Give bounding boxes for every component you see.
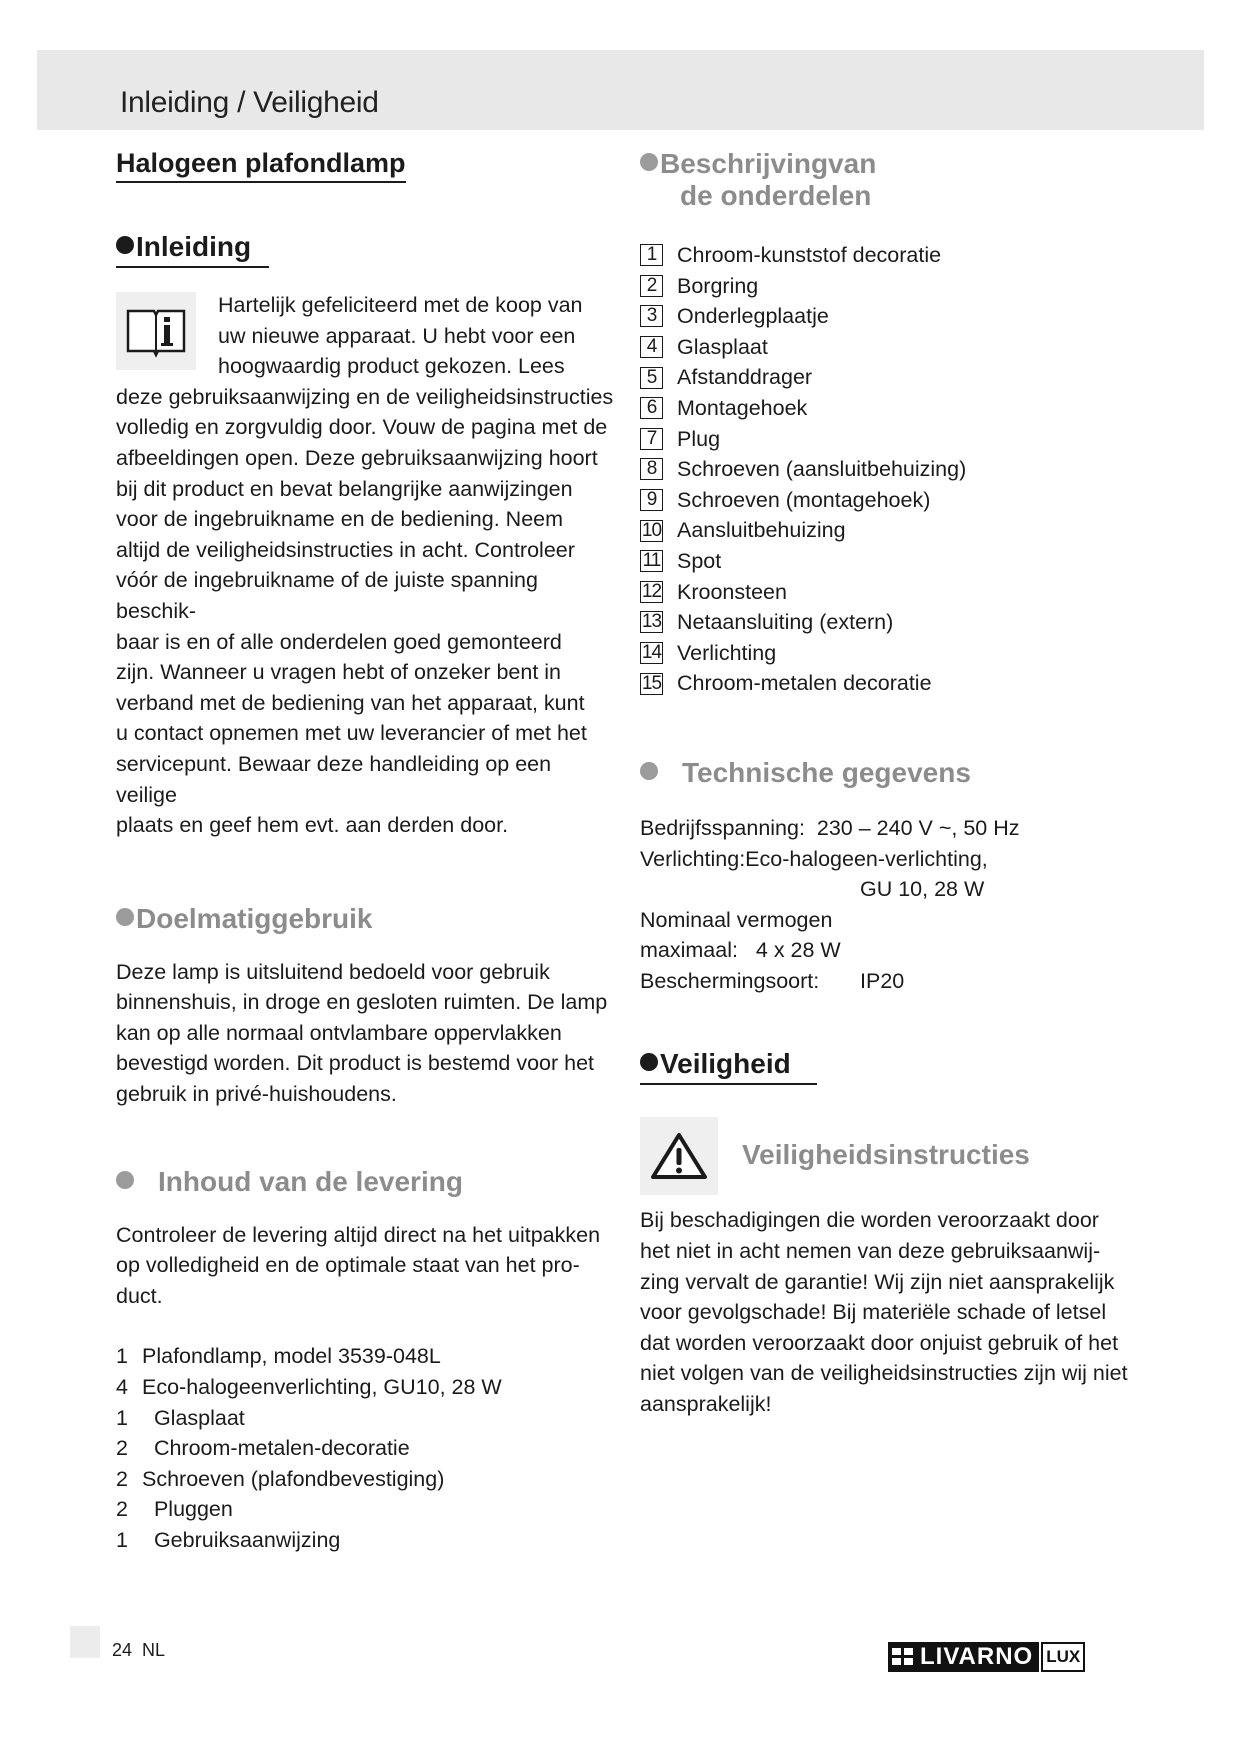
info-book-icon bbox=[116, 292, 196, 370]
text-line: het niet in acht nemen van deze gebruiksaanwij- bbox=[640, 1239, 1101, 1264]
text-line: voor de ingebruikname en de bediening. Neem bbox=[116, 507, 564, 532]
text-line: afbeeldingen open. Deze gebruiksaanwijzing hoort bbox=[116, 445, 598, 470]
text-line: servicepunt. Bewaar deze handleiding op een veilige bbox=[116, 751, 552, 807]
list-item: 14 Verlichting bbox=[641, 640, 777, 665]
delivery-list bbox=[116, 1341, 616, 1555]
warning-triangle-icon bbox=[640, 1117, 718, 1195]
text-line: vóór de ingebruikname of de juiste spanning beschik- bbox=[116, 568, 538, 623]
text-line: u contact opnemen met uw leverancier of met het bbox=[116, 721, 587, 746]
list-item: 5 Afstanddrager bbox=[640, 362, 1160, 393]
heading-technisch: Technische gegevens bbox=[640, 757, 1160, 789]
list-item: 6 Montagehoek bbox=[640, 393, 1160, 424]
text-line: aansprakelijk! bbox=[640, 1392, 772, 1417]
brand-logo bbox=[888, 1642, 1085, 1672]
list-item: 8 Schroeven (aansluitbehuizing) bbox=[640, 454, 1160, 485]
bullet-icon bbox=[116, 908, 134, 926]
text-line: Hartelijk gefeliciteerd met de koop van bbox=[218, 293, 583, 317]
heading-veiligheid: Veiligheid bbox=[640, 1048, 817, 1085]
left-column bbox=[116, 148, 616, 1556]
spec-line: Beschermingsoort: IP20 bbox=[640, 968, 905, 993]
logo-lux-text: LUX bbox=[1041, 1642, 1085, 1672]
text-line: zing vervalt de garantie! Wij zijn niet aansprakelijk bbox=[640, 1269, 1115, 1294]
section-veiligheid bbox=[640, 1048, 1160, 1419]
bullet-icon bbox=[640, 1053, 658, 1071]
spec-line: GU 10, 28 W bbox=[860, 877, 985, 902]
heading-inleiding: Inleiding bbox=[116, 231, 269, 268]
text-line: deze gebruiksaanwijzing en de veiligheidsinstructies bbox=[116, 384, 614, 409]
text-line: kan op alle normaal ontvlambare oppervlakken bbox=[116, 1020, 562, 1045]
spec-line: Bedrijfsspanning: 230 – 240 V ~, 50 Hz bbox=[640, 815, 1020, 840]
list-item: 4 Eco-halogeenverlichting, GU10, 28 W bbox=[116, 1375, 502, 1400]
footer-tab bbox=[70, 1626, 100, 1658]
heading-beschrijving: Beschrijvingvan de onderdelen bbox=[640, 148, 1160, 212]
text-line: altijd de veiligheidsinstructies in acht. Controleer bbox=[116, 537, 575, 562]
list-item: 2 Pluggen bbox=[116, 1497, 233, 1522]
section-beschrijving bbox=[640, 148, 1160, 699]
inleiding-text bbox=[116, 290, 616, 841]
text-line: bevestigd worden. Dit product is bestemd voor het bbox=[116, 1051, 595, 1076]
list-item: 2 Chroom-metalen-decoratie bbox=[116, 1436, 410, 1461]
section-levering bbox=[116, 1166, 616, 1556]
text-line: hoogwaardig product gekozen. Lees bbox=[218, 354, 565, 379]
list-item: 3 Onderlegplaatje bbox=[640, 301, 1160, 332]
list-item: 1 Chroom-kunststof decoratie bbox=[640, 240, 1160, 271]
text-line: uw nieuwe apparaat. U hebt voor een bbox=[218, 323, 576, 348]
spec-line: Verlichting:Eco-halogeen-verlichting, bbox=[640, 846, 988, 871]
section-doelmatig bbox=[116, 903, 616, 1110]
right-column bbox=[640, 148, 1160, 1420]
document-title: Halogeen plafondlamp bbox=[116, 148, 406, 183]
heading-levering: Inhoud van de levering bbox=[116, 1166, 616, 1198]
text-line: Bij beschadigingen die worden veroorzaakt door bbox=[640, 1208, 1099, 1233]
bullet-icon bbox=[640, 153, 658, 171]
list-item: 4 Glasplaat bbox=[640, 332, 1160, 363]
text-line: op volledigheid en de optimale staat van het pro- bbox=[116, 1253, 580, 1278]
text-line: binnenshuis, in droge en gesloten ruimten. De lamp bbox=[116, 990, 608, 1015]
text-line: niet volgen van de veiligheidsinstructies zijn wij niet bbox=[640, 1361, 1128, 1386]
text-line: dat worden veroorzaakt door onjuist gebruik of het bbox=[640, 1330, 1119, 1355]
text-line: verband met de bediening van het apparaat, kunt bbox=[116, 690, 585, 715]
list-item: 1 Gebruiksaanwijzing bbox=[116, 1528, 341, 1552]
list-item: 2 Schroeven (plafondbevestiging) bbox=[116, 1466, 445, 1491]
text-line: zijn. Wanneer u vragen hebt of onzeker bent in bbox=[116, 660, 562, 685]
list-item: 1 Plafondlamp, model 3539-048L bbox=[116, 1344, 441, 1369]
text-line: gebruik in privé-huishoudens. bbox=[116, 1082, 397, 1107]
safety-subheader bbox=[640, 1117, 1160, 1195]
list-item: 7 Plug bbox=[640, 424, 1160, 455]
text-line: voor gevolgschade! Bij materiële schade of letsel bbox=[640, 1300, 1107, 1325]
page-number: 24 NL bbox=[112, 1640, 166, 1660]
bullet-icon bbox=[116, 236, 134, 254]
list-item: 9 Schroeven (montagehoek) bbox=[640, 485, 1160, 516]
tech-specs bbox=[640, 813, 1160, 997]
text-line: volledig en zorgvuldig door. Vouw de pagina met de bbox=[116, 415, 608, 440]
list-item: 1 Glasplaat bbox=[116, 1405, 245, 1430]
section-technisch bbox=[640, 757, 1160, 997]
bullet-icon bbox=[640, 762, 658, 780]
list-item: 13 Netaansluiting (extern) bbox=[641, 610, 894, 635]
text-line: baar is en of alle onderdelen goed gemonteerd bbox=[116, 629, 562, 654]
logo-mark-icon bbox=[892, 1648, 914, 1666]
list-item: 15 Chroom-metalen decoratie bbox=[641, 671, 932, 696]
list-item: 2 Borgring bbox=[640, 271, 1160, 302]
text-line: Deze lamp is uitsluitend bedoeld voor gebruik bbox=[116, 959, 550, 984]
list-item: 10 Aansluitbehuizing bbox=[641, 518, 846, 543]
list-item: 12 Kroonsteen bbox=[641, 579, 787, 604]
heading-doelmatig: Doelmatiggebruik bbox=[116, 903, 616, 935]
text-line: bij dit product en bevat belangrijke aanwijzingen bbox=[116, 476, 573, 501]
spec-line: maximaal: 4 x 28 W bbox=[640, 938, 841, 963]
heading-veiligheidsinstructies: Veiligheidsinstructies bbox=[742, 1139, 1030, 1171]
section-inleiding bbox=[116, 231, 616, 841]
list-item: 11 Spot bbox=[640, 546, 1160, 577]
inleiding-body bbox=[116, 290, 616, 841]
page-header-title: Inleiding / Veiligheid bbox=[120, 86, 379, 119]
spec-line: Nominaal vermogen bbox=[640, 907, 833, 932]
bullet-icon bbox=[116, 1171, 134, 1189]
text-line: plaats en geef hem evt. aan derden door. bbox=[116, 813, 509, 838]
text-line: duct. bbox=[116, 1283, 163, 1308]
logo-text: LIVARNO bbox=[920, 1643, 1034, 1670]
parts-list bbox=[640, 240, 1160, 699]
text-line: Controleer de levering altijd direct na het uitpakken bbox=[116, 1222, 601, 1247]
